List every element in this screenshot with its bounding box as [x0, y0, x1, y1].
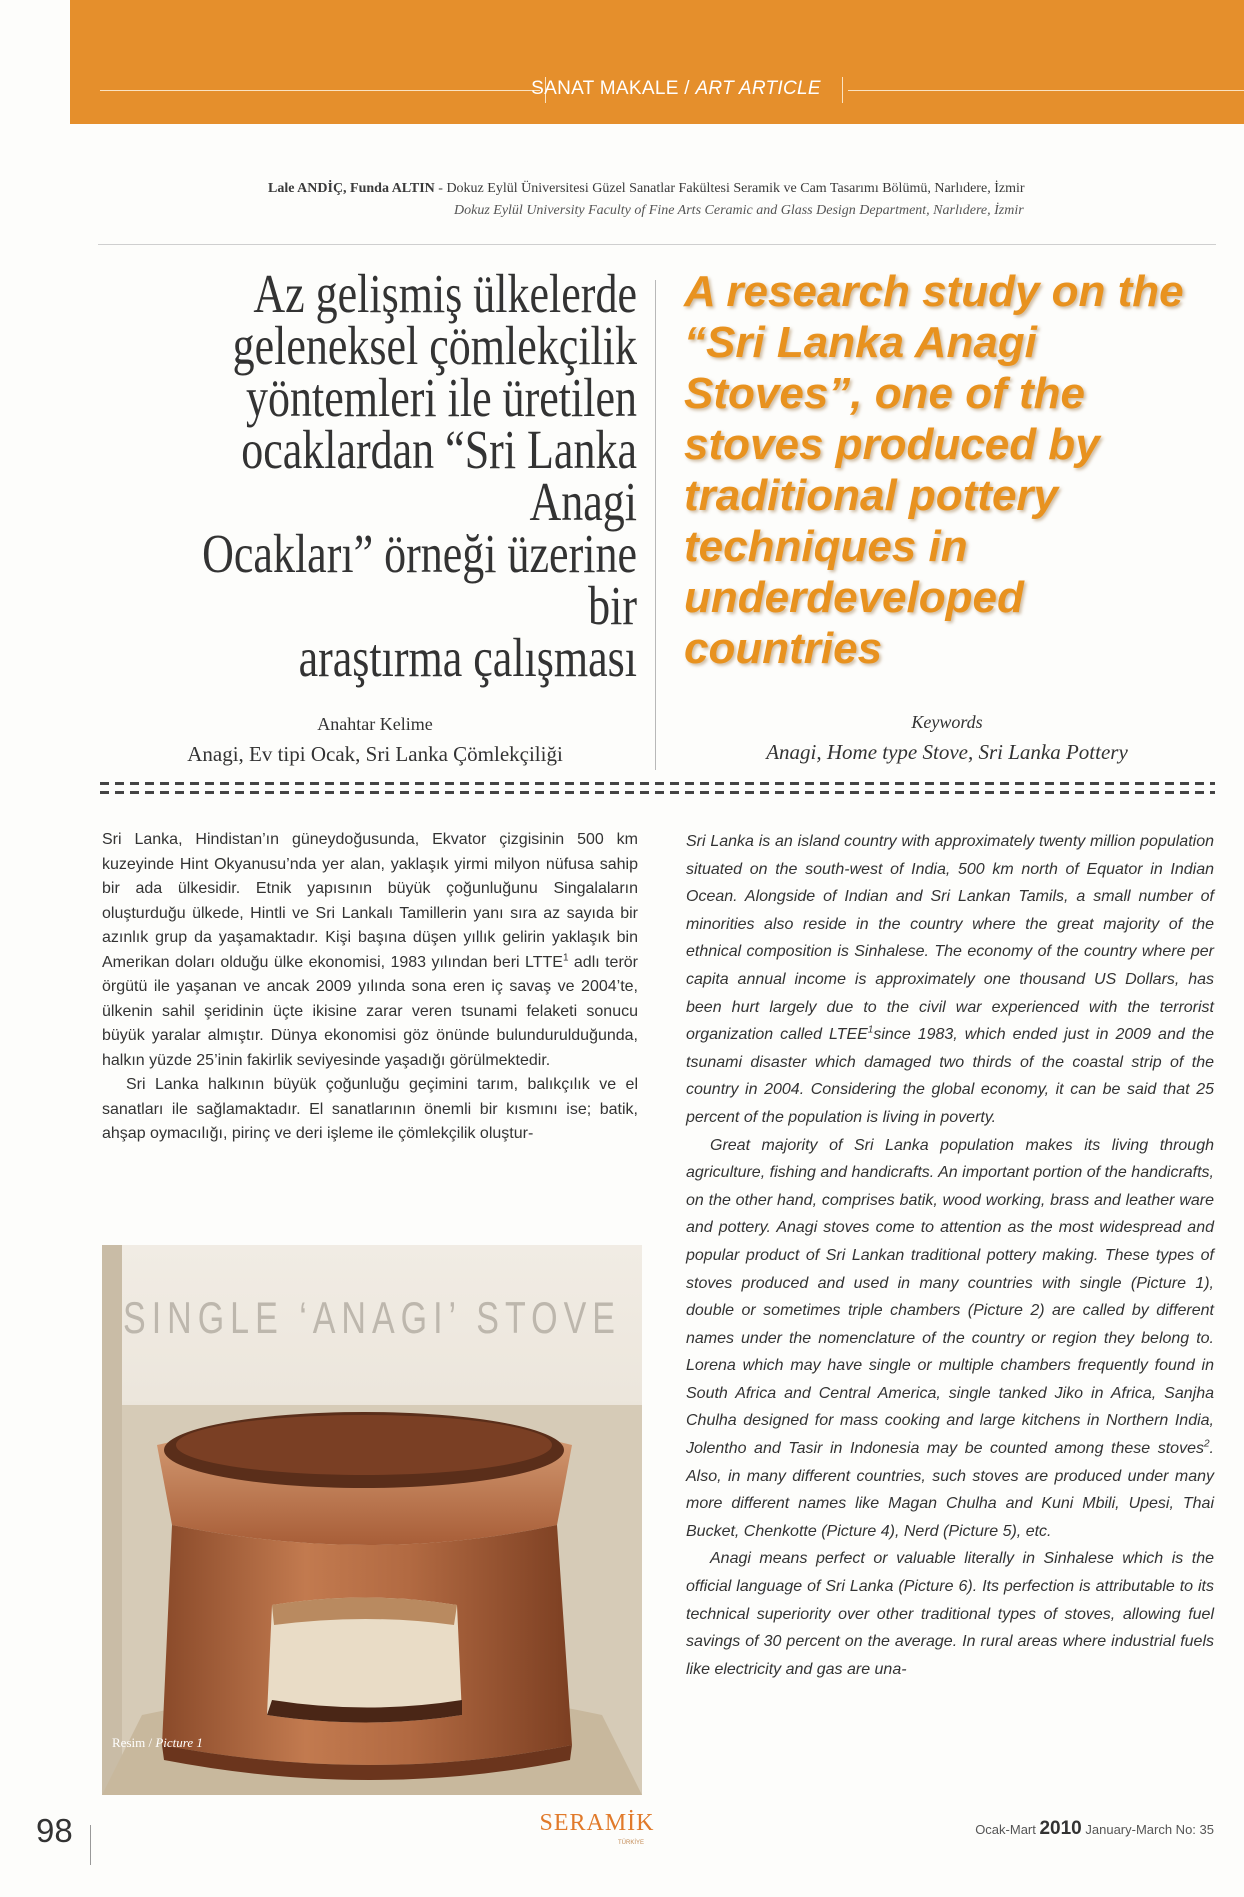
dashed-divider: [100, 780, 1215, 798]
paragraph: Sri Lanka is an island country with approximately twenty million population situated on the south-west of India, 500 km north of Equator in Indian Ocean. Alongside of Indian and Sri Lankan Tamils, a small number of minorities also reside in the country where the great majority of the ethnical composition is Sinhalese. The economy of the country where per capita annual income is approximately one thousand US Dollars, has been hurt largely due to the civil war experienced with the terrorist organization called LTEE$^1$since 1983, which ended just in 2009 and the tsunami disaster which damaged two thirds of the coastal strip of the country in 2004. Considering the global economy, it can be said that 25 percent of the population is living in poverty.: [686, 833, 1214, 1126]
stove-photo: [102, 1245, 642, 1795]
title-en-line: countries: [684, 624, 883, 673]
author-block: [268, 178, 1178, 222]
keywords-text-en: Anagi, Home type Stove, Sri Lanka Pottery: [766, 740, 1128, 764]
header-tick-right: [842, 77, 843, 103]
section-label-tr: SANAT MAKALE /: [531, 78, 690, 99]
title-en-line: “Sri Lanka Anagi: [684, 318, 1037, 367]
section-label-en: ART ARTICLE: [695, 78, 821, 99]
title-tr-line: araştırma çalışması: [298, 627, 637, 688]
header-band: [70, 0, 1244, 124]
author-names: Lale ANDİÇ, Funda ALTIN: [268, 181, 435, 196]
paragraph: Anagi means perfect or valuable literally in Sinhalese which is the official language of Sri Lanka (Picture 6). Its perfection is attributable to its technical superiority over other traditional types of stoves, allowing fuel savings of 30 percent on the average. In rural areas where industrial fuels like electricity and gas are una-: [686, 1550, 1214, 1678]
column-divider: [655, 280, 656, 770]
affiliation-tr: Dokuz Eylül Üniversitesi Güzel Sanatlar Fakültesi Seramik ve Cam Tasarımı Bölümü, Narlıdere, İzmir: [446, 181, 1025, 196]
keywords-heading-tr: Anahtar Kelime: [317, 714, 433, 734]
issue-info: Ocak-Mart 2010 January-March No: 35: [975, 1818, 1214, 1839]
body-text-english: [686, 828, 1214, 1683]
footnote-ref: 1: [867, 1024, 874, 1036]
section-label: [518, 78, 834, 100]
title-tr-line: geleneksel çömlekçilik: [232, 315, 637, 376]
paragraph: Sri Lanka, Hindistan’ın güneydoğusunda, Ekvator çizgisinin 500 km kuzeyinde Hint Okyanusu’nda yer alan, yaklaşık yirmi milyon nüfusa sahip bir ada ülkesidir. Etnik yapısının büyük çoğunluğunu Singalaların oluşturduğu ülkede, Hintli ve Sri Lankalı Tamillerin yanı sıra az sayıda bir azınlık grup da yaşamaktadır. Kişi başına düşen yıllık gelirin yaklaşık bin Amerikan doları olduğu ülke ekonomisi, 1983 yılından beri LTTE$^1$ adlı terör örgütü ile yaşanan ve ancak 2009 yılında sona eren iç savaş ve 2004’te, ülkenin sahil şeridinin üçte ikisine zarar veren tsunami felaketi sonucu büyük yaralar almıştır. Dünya ekonomisi göz önünde bulundurulduğunda, halkın yüzde 25’inin fakirlik seviyesinde yaşadığı görülmektedir.: [102, 831, 638, 1069]
title-en-line: Stoves”, one of the: [684, 369, 1085, 418]
paragraph: Great majority of Sri Lanka population makes its living through agriculture, fishing and handicrafts. An important portion of the handicrafts, on the other hand, comprises batik, wood working, brass and leather ware and pottery. Anagi stoves come to attention as the most widespread and popular product of Sri Lankan traditional pottery making. These types of stoves produced and used in many countries with single (Picture 1), double or sometimes triple chambers (Picture 2) are called by different names under the nomenclature of the country or region they belong to. Lorena which may have single or multiple chambers frequently found in South Africa and Central America, single tanked Jiko in Africa, Sanjha Chulha designed for mass cooking and large kitchens in Northern India, Jolentho and Tasir in Indonesia may be counted among these stoves$^2$. Also, in many different countries, such stoves are produced under many more different names like Magan Chulha and Kuni Mbili, Upesi, Thai Bucket, Chenkotte (Picture 4), Nerd (Picture 5), etc.: [686, 1136, 1214, 1540]
footnote-ref: 2: [1203, 1438, 1210, 1450]
magazine-brand-sub: TÜRKİYE: [618, 1840, 645, 1846]
title-turkish: [201, 263, 637, 688]
paragraph: Sri Lanka halkının büyük çoğunluğu geçimini tarım, balıkçılık ve el sanatları ile sağlamaktadır. El sanatlarının önemli bir kısmını ise; batik, ahşap oymacılığı, pirinç ve deri işleme ile çömlekçilik oluştur-: [102, 1076, 638, 1142]
title-en-line: techniques in: [684, 522, 968, 571]
header-rule-right: [848, 90, 1244, 91]
magazine-brand: SERAMİK: [539, 1810, 655, 1836]
title-en-line: traditional pottery: [684, 471, 1059, 520]
header-rule-left: [100, 90, 540, 91]
affiliation-en: Dokuz Eylül University Faculty of Fine Arts Ceramic and Glass Design Department, Narlıdere, İzmir: [454, 203, 1024, 218]
page-number: 98: [36, 1812, 73, 1849]
author-divider: [98, 244, 1216, 245]
title-tr-line: Az gelişmiş ülkelerde: [253, 263, 637, 324]
title-en-line: underdeveloped: [684, 573, 1024, 622]
keywords-text-tr: Anagi, Ev tipi Ocak, Sri Lanka Çömlekçiliği: [187, 742, 563, 766]
title-tr-line: ocaklardan “Sri Lanka Anagi: [241, 419, 637, 532]
footnote-ref: 1: [562, 952, 569, 964]
title-en-line: A research study on the: [684, 267, 1184, 316]
title-en-line: stoves produced by: [684, 420, 1100, 469]
photo-caption: Resim / Picture 1: [112, 1735, 203, 1750]
keywords-heading-en: Keywords: [911, 712, 983, 732]
footer-rule: [90, 1825, 91, 1865]
photo-sign-text: SINGLE ‘ANAGI’ STOVE: [123, 1294, 621, 1344]
title-tr-line: Ocakları” örneği üzerine bir: [202, 523, 637, 636]
title-english: [684, 266, 1204, 674]
author-separator: -: [438, 181, 443, 196]
body-text-turkish: [102, 828, 638, 1147]
title-tr-line: yöntemleri ile üretilen: [246, 367, 637, 428]
